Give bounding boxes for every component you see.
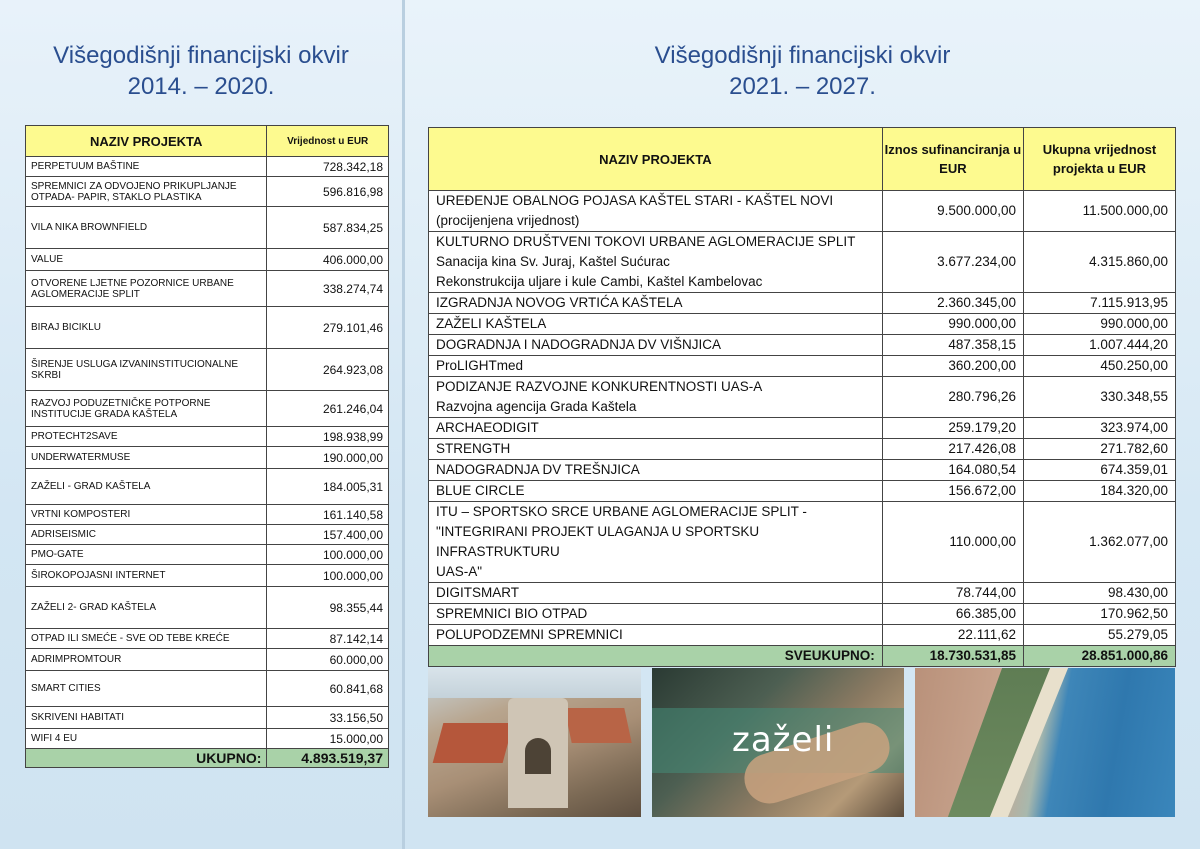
- project-value: 100.000,00: [267, 565, 389, 587]
- project-value: 100.000,00: [267, 545, 389, 565]
- table-row: [429, 625, 1176, 646]
- project-name: PERPETUUM BAŠTINE: [26, 157, 267, 177]
- total-value: 4.893.519,37: [267, 749, 389, 768]
- project-value: 596.816,98: [267, 177, 389, 207]
- table-header-row: [429, 128, 1176, 191]
- project-name: [429, 377, 883, 418]
- grand-total-row: [429, 646, 1176, 667]
- photo-arch: [525, 738, 551, 774]
- photo-coastline-aerial: [915, 668, 1175, 817]
- project-name-line: DOGRADNJA I NADOGRADNJA DV VIŠNJICA: [436, 337, 722, 352]
- project-value: 15.000,00: [267, 729, 389, 749]
- total-project-value: 323.974,00: [1023, 418, 1175, 439]
- project-name: [429, 439, 883, 460]
- total-project-value: 674.359,01: [1023, 460, 1175, 481]
- total-project-value: 184.320,00: [1023, 481, 1175, 502]
- table-row: [26, 545, 389, 565]
- project-name-line: UAS-A": [436, 564, 483, 579]
- table-header-row: [26, 126, 389, 157]
- cofinancing-value: 2.360.345,00: [882, 293, 1023, 314]
- left-title-line1: Višegodišnji financijski okvir: [53, 42, 349, 69]
- table-row: [26, 177, 389, 207]
- project-name-line: BLUE CIRCLE: [436, 483, 525, 498]
- photo-roof: [433, 723, 514, 763]
- project-name: SKRIVENI HABITATI: [26, 707, 267, 729]
- project-name-line: ProLIGHTmed: [436, 358, 524, 373]
- total-project-value: 7.115.913,95: [1023, 293, 1175, 314]
- project-value: 98.355,44: [267, 587, 389, 629]
- project-value: 190.000,00: [267, 447, 389, 469]
- total-project-value: 11.500.000,00: [1023, 191, 1175, 232]
- cofinancing-value: 110.000,00: [882, 502, 1023, 583]
- project-name: ADRISEISMIC: [26, 525, 267, 545]
- project-name: [429, 418, 883, 439]
- table-row: [26, 671, 389, 707]
- project-value: 279.101,46: [267, 307, 389, 349]
- total-project-value: 450.250,00: [1023, 356, 1175, 377]
- table-row: [429, 481, 1176, 502]
- total-project-value: 98.430,00: [1023, 583, 1175, 604]
- project-name-line: STRENGTH: [436, 441, 511, 456]
- table-row: [429, 191, 1176, 232]
- project-name-line: Razvojna agencija Grada Kaštela: [436, 399, 637, 414]
- project-value: 60.841,68: [267, 671, 389, 707]
- cofinancing-value: 280.796,26: [882, 377, 1023, 418]
- project-name: ADRIMPROMTOUR: [26, 649, 267, 671]
- table-row: [26, 391, 389, 427]
- project-name: [429, 502, 883, 583]
- grand-total-value: 28.851.000,86: [1023, 646, 1175, 667]
- table-row: [26, 157, 389, 177]
- header-project-name: NAZIV PROJEKTA: [429, 128, 883, 191]
- projects-table-2021-2027: [428, 127, 1176, 667]
- project-name: [429, 460, 883, 481]
- project-value: 33.156,50: [267, 707, 389, 729]
- project-value: 184.005,31: [267, 469, 389, 505]
- project-value: 198.938,99: [267, 427, 389, 447]
- header-project-name: NAZIV PROJEKTA: [26, 126, 267, 157]
- project-name: [429, 481, 883, 502]
- table-row: [26, 207, 389, 249]
- photo-sky: [428, 668, 641, 698]
- table-row: [26, 505, 389, 525]
- project-name: OTPAD ILI SMEĆE - SVE OD TEBE KREĆE: [26, 629, 267, 649]
- project-name: WIFI 4 EU: [26, 729, 267, 749]
- cofinancing-value: 259.179,20: [882, 418, 1023, 439]
- left-heading: [0, 40, 402, 102]
- project-name: UNDERWATERMUSE: [26, 447, 267, 469]
- right-title-line1: Višegodišnji financijski okvir: [654, 42, 951, 69]
- project-name-line: Rekonstrukcija uljare i kule Cambi, Kaštel Kambelovac: [436, 274, 763, 289]
- project-name: VRTNI KOMPOSTERI: [26, 505, 267, 525]
- project-name: [429, 232, 883, 293]
- total-project-value: 330.348,55: [1023, 377, 1175, 418]
- header-value: Vrijednost u EUR: [267, 126, 389, 157]
- project-name-line: (procijenjena vrijednost): [436, 213, 580, 228]
- cofinancing-value: 990.000,00: [882, 314, 1023, 335]
- project-name: [429, 583, 883, 604]
- table-row: [429, 604, 1176, 625]
- project-name-line: PODIZANJE RAZVOJNE KONKURENTNOSTI UAS-A: [436, 379, 763, 394]
- photo-zazeli-hands: [652, 668, 904, 817]
- project-name: VALUE: [26, 249, 267, 271]
- project-name: ZAŽELI - GRAD KAŠTELA: [26, 469, 267, 505]
- project-name-line: IZGRADNJA NOVOG VRTIĆA KAŠTELA: [436, 295, 683, 310]
- cofinancing-value: 156.672,00: [882, 481, 1023, 502]
- grand-total-label: SVEUKUPNO:: [429, 646, 883, 667]
- table-row: [429, 418, 1176, 439]
- right-heading: [405, 40, 1200, 102]
- table-row: [429, 583, 1176, 604]
- total-label: UKUPNO:: [26, 749, 267, 768]
- cofinancing-value: 164.080,54: [882, 460, 1023, 481]
- table-row: [26, 349, 389, 391]
- project-name-line: ITU – SPORTSKO SRCE URBANE AGLOMERACIJE SPLIT -: [436, 504, 807, 519]
- project-name: [429, 293, 883, 314]
- table-row: [26, 707, 389, 729]
- right-title-line2: 2021. – 2027.: [729, 73, 876, 100]
- photo-old-town-aerial: [428, 668, 641, 817]
- table-row: [26, 729, 389, 749]
- table-row: [26, 525, 389, 545]
- project-name: [429, 356, 883, 377]
- cofinancing-value: 217.426,08: [882, 439, 1023, 460]
- project-value: 60.000,00: [267, 649, 389, 671]
- photo-roof: [564, 708, 631, 743]
- table-row: [26, 587, 389, 629]
- cofinancing-value: 9.500.000,00: [882, 191, 1023, 232]
- project-name: [429, 314, 883, 335]
- total-project-value: 1.362.077,00: [1023, 502, 1175, 583]
- cofinancing-value: 78.744,00: [882, 583, 1023, 604]
- project-name-line: Sanacija kina Sv. Juraj, Kaštel Sućurac: [436, 254, 670, 269]
- project-name: RAZVOJ PODUZETNIČKE POTPORNE INSTITUCIJE GRADA KAŠTELA: [26, 391, 267, 427]
- project-value: 161.140,58: [267, 505, 389, 525]
- project-name-line: ARCHAEODIGIT: [436, 420, 539, 435]
- total-project-value: 170.962,50: [1023, 604, 1175, 625]
- table-row: [26, 629, 389, 649]
- table-row: [26, 271, 389, 307]
- project-value: 728.342,18: [267, 157, 389, 177]
- table-row: [429, 356, 1176, 377]
- projects-table-2014-2020: [25, 125, 389, 768]
- table-row: [429, 293, 1176, 314]
- project-name-line: KULTURNO DRUŠTVENI TOKOVI URBANE AGLOMERACIJE SPLIT: [436, 234, 856, 249]
- project-name: [429, 625, 883, 646]
- table-row: [26, 469, 389, 505]
- header-cofinancing: Iznos sufinanciranja u EUR: [882, 128, 1023, 191]
- project-name-line: DIGITSMART: [436, 585, 520, 600]
- table-row: [429, 502, 1176, 583]
- zazeli-logo: zaželi: [732, 720, 835, 760]
- project-name-line: ZAŽELI KAŠTELA: [436, 316, 547, 331]
- project-name: [429, 191, 883, 232]
- project-name-line: "INTEGRIRANI PROJEKT ULAGANJA U SPORTSKU INFRASTRUKTURU: [436, 524, 760, 559]
- cofinancing-value: 3.677.234,00: [882, 232, 1023, 293]
- table-row: [429, 314, 1176, 335]
- project-name: VILA NIKA BROWNFIELD: [26, 207, 267, 249]
- project-name: ZAŽELI 2- GRAD KAŠTELA: [26, 587, 267, 629]
- project-value: 261.246,04: [267, 391, 389, 427]
- project-name: PMO-GATE: [26, 545, 267, 565]
- project-name: SMART CITIES: [26, 671, 267, 707]
- project-name: SPREMNICI ZA ODVOJENO PRIKUPLJANJE OTPADA- PAPIR, STAKLO PLASTIKA: [26, 177, 267, 207]
- table-row: [26, 427, 389, 447]
- grand-total-cofinancing: 18.730.531,85: [882, 646, 1023, 667]
- total-project-value: 271.782,60: [1023, 439, 1175, 460]
- table-row: [429, 232, 1176, 293]
- left-title-line2: 2014. – 2020.: [127, 73, 275, 100]
- project-value: 338.274,74: [267, 271, 389, 307]
- table-row: [26, 307, 389, 349]
- project-name-line: NADOGRADNJA DV TREŠNJICA: [436, 462, 640, 477]
- cofinancing-value: 22.111,62: [882, 625, 1023, 646]
- table-row: [26, 249, 389, 271]
- table-row: [26, 565, 389, 587]
- table-row: [429, 377, 1176, 418]
- project-value: 406.000,00: [267, 249, 389, 271]
- total-project-value: 1.007.444,20: [1023, 335, 1175, 356]
- table-row: [429, 439, 1176, 460]
- project-name: BIRAJ BICIKLU: [26, 307, 267, 349]
- total-row: [26, 749, 389, 768]
- table-row: [429, 460, 1176, 481]
- total-project-value: 990.000,00: [1023, 314, 1175, 335]
- cofinancing-value: 360.200,00: [882, 356, 1023, 377]
- table-row: [26, 649, 389, 671]
- total-project-value: 4.315.860,00: [1023, 232, 1175, 293]
- project-value: 587.834,25: [267, 207, 389, 249]
- cofinancing-value: 66.385,00: [882, 604, 1023, 625]
- project-name-line: POLUPODZEMNI SPREMNICI: [436, 627, 623, 642]
- header-total-value: Ukupna vrijednost projekta u EUR: [1023, 128, 1175, 191]
- project-name-line: SPREMNICI BIO OTPAD: [436, 606, 588, 621]
- project-name: OTVORENE LJETNE POZORNICE URBANE AGLOMERACIJE SPLIT: [26, 271, 267, 307]
- project-name-line: UREĐENJE OBALNOG POJASA KAŠTEL STARI - KAŠTEL NOVI: [436, 193, 834, 208]
- project-value: 87.142,14: [267, 629, 389, 649]
- project-name: [429, 604, 883, 625]
- project-name: [429, 335, 883, 356]
- project-name: PROTECHT2SAVE: [26, 427, 267, 447]
- project-name: ŠIRENJE USLUGA IZVANINSTITUCIONALNE SKRBI: [26, 349, 267, 391]
- cofinancing-value: 487.358,15: [882, 335, 1023, 356]
- project-name: ŠIROKOPOJASNI INTERNET: [26, 565, 267, 587]
- table-row: [429, 335, 1176, 356]
- project-value: 157.400,00: [267, 525, 389, 545]
- table-row: [26, 447, 389, 469]
- project-value: 264.923,08: [267, 349, 389, 391]
- total-project-value: 55.279,05: [1023, 625, 1175, 646]
